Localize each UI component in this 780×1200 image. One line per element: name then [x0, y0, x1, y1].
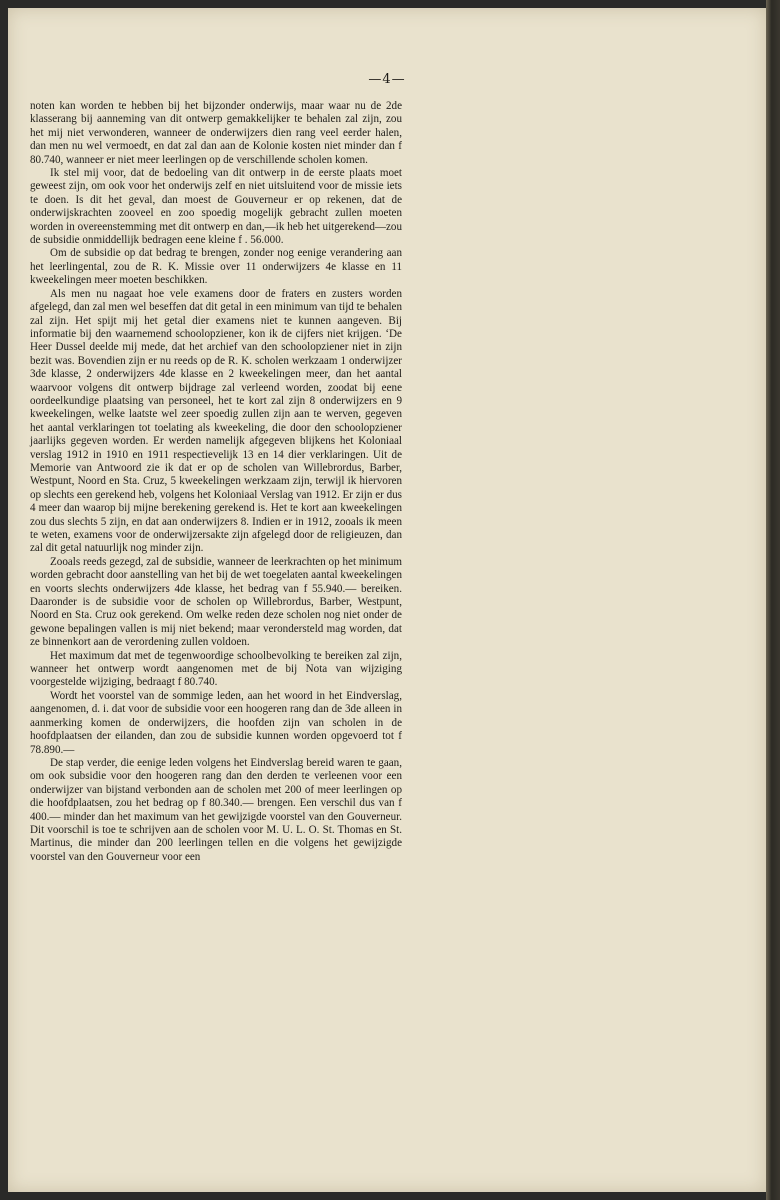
book-spine-edge: [766, 0, 780, 1200]
document-page: [8, 8, 766, 1192]
paragraph: Wordt het voorstel van de sommige leden, aan het woord in het Eindverslag, aangenomen, d. i. dat voor de subsidie voor een hoogeren rang dan de 3de alleen in aanmerking komen de onderwijzers, die hoofden zijn van scholen in de hoofdplaatsen der eilanden, dan zou de subsidie kunnen worden opgevoerd tot f 78.890.—: [30, 689, 402, 756]
paragraph: Om de subsidie op dat bedrag te brengen, zonder nog eenige verandering aan het leerlingental, zou de R. K. Missie over 11 onderwijzers 4e klasse en 11 kweekelingen meer moeten beschikken.: [30, 247, 402, 287]
paragraph: De stap verder, die eenige leden volgens het Eindverslag bereid waren te gaan, om ook subsidie voor den hoogeren rang dan den derden te verleenen voor een onderwijzer van bijstand verbonden aan de scholen met 200 of meer leerlingen op die hoofdplaatsen, zou het bedrag op f 80.340.— brengen. Een verschil dus van f 400.— minder dan het maximum van het gewijzigde voorstel van den Gouverneur. Dit voorschil is toe te schrijven aan de scholen voor M. U. L. O. St. Thomas en St. Martinus, die minder dan 200 leerlingen tellen en die volgens het gewijzigde voorstel van den Gouverneur voor een: [30, 756, 402, 863]
paragraph: Als men nu nagaat hoe vele examens door de fraters en zusters worden afgelegd, dan zal men wel beseffen dat dit getal in een minimum van tijd te behalen zal zijn. Het spijt mij het getal dier examens niet te kunnen aangeven. Bij informatie bij den waarnemend schoolopziener, kon ik de cijfers niet krijgen. ‘De Heer Dussel deelde mij mede, dat het archief van den schoolopziener niet in zijn bezit was. Bovendien zijn er nu reeds op de R. K. scholen werkzaam 1 onderwijzer 3de klasse, 2 onderwijzers 4de klasse en 2 kweekelingen meer, dan het aantal waarvoor volgens dit ontwerp bijdrage zal verleend worden, zoodat bij eene oordeelkundige plaatsing van personeel, het te kort zal zijn 8 onderwijzers en 9 kweekelingen, welke laatste wel zeer spoedig zullen zijn aan te werven, gegeven het aantal verklaringen tot toelating als kweekeling, die door den schoolopziener jaarlijks gegeven worden. Er werden namelijk afgegeven blijkens het Koloniaal verslag 1912 in 1910 en 1911 respectievelijk 13 en 14 dier verklaringen. Uit de Memorie van Antwoord zie ik dat er op de scholen van Willebrordus, Barber, Westpunt, Noord en Sta. Cruz, 5 kweekelingen werkzaam zijn, terwijl ik hiervoren op slechts een gerekend heb, volgens het Koloniaal Verslag van 1912. Er zijn er dus 4 meer dan waarop bij mijne berekening gerekend is. Het te kort aan kweekelingen zou dus slechts 5 zijn, en dat aan onderwijzers 8. Indien er in 1912, zooals ik meen te weten, examens voor de onderwijzersakte zijn afgelegd door de religieuzen, dan zal dit getal natuurlijk nog minder zijn.: [30, 287, 402, 555]
paragraph: Het maximum dat met de tegenwoordige schoolbevolking te bereiken zal zijn, wanneer het ontwerp wordt aangenomen met de bij Nota van wijziging voorgestelde wijziging, bedraagt f 80.740.: [30, 649, 402, 689]
paragraph: Zooals reeds gezegd, zal de subsidie, wanneer de leerkrachten op het minimum worden gebracht door aanstelling van het bij de wet toegelaten aantal kweekelingen en voorts slechts onderwijzers 4de klasse, het bedrag van f 55.940.— bereiken. Daaronder is de subsidie voor de scholen op Willebrordus, Barber, Westpunt, Noord en Sta. Cruz ook gerekend. Om welke reden deze scholen nog niet onder de gewone bepalingen vallen is mij niet bekend; maar verondersteld mag worden, dat ze binnenkort aan de verordening zullen voldoen.: [30, 555, 402, 649]
paragraph: Ik stel mij voor, dat de bedoeling van dit ontwerp in de eerste plaats moet geweest zijn, om ook voor het onderwijs zelf en niet uitsluitend voor de missie iets te doen. Is dit het geval, dan moest de Gouverneur er op rekenen, dat de onderwijskrachten zooveel en zoo spoedig mogelijk gebracht zullen moeten worden in overeenstemming met dit ontwerp en dan,—ik heb het uitgerekend—zou de subsidie onmiddellijk bedragen eene kleine f . 56.000.: [30, 167, 402, 247]
body-text: [30, 100, 402, 864]
page-number: —4—: [368, 72, 406, 87]
paragraph: noten kan worden te hebben bij het bijzonder onderwijs, maar waar nu de 2de klasserang bij aanneming van dit ontwerp gemakkelijker te behalen zal zijn, zou het mij niet verwonderen, wanneer de onderwijzers dien rang veel eerder halen, dan men nu wel vermoedt, en dat zal dan aan de Kolonie kosten niet minder dan f 80.740, wanneer er niet meer leerlingen op de verschillende scholen komen.: [30, 100, 402, 166]
